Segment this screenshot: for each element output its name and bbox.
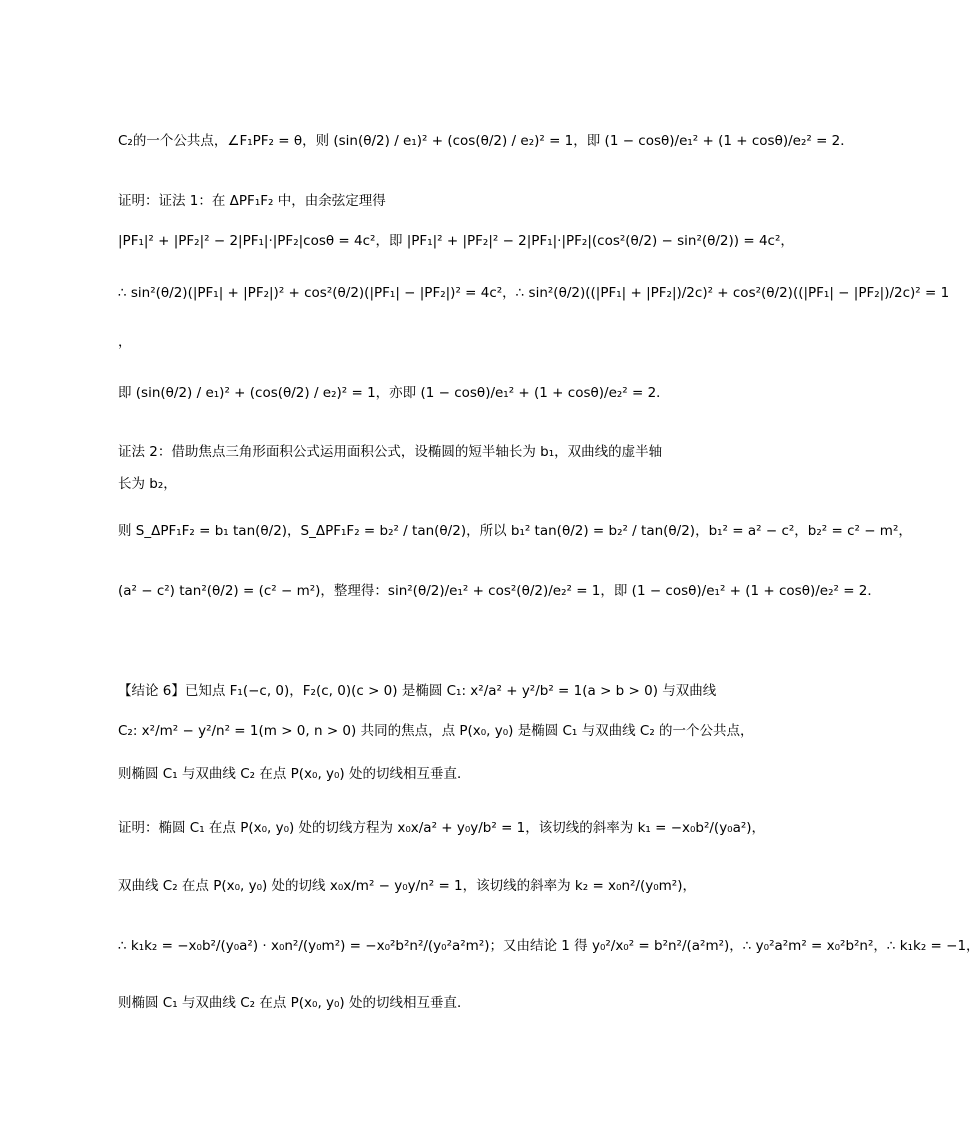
line-conclusion-1: 即 (sin(θ/2) / e₁)² + (cos(θ/2) / e₂)² = 1，亦即 (1 − cosθ)/e₁² + (1 + cosθ)/e₂² = 2． [118, 385, 670, 401]
line-derivation-step: ∴ sin²(θ/2)(|PF₁| + |PF₂|)² + cos²(θ/2)(|PF₁| − |PF₂|)² = 4c²，∴ sin²(θ/2)((|PF₁| + |PF₂|)/2c)² + cos²(θ/2)((|PF₁| − |PF₂|)/2c)² = 1 [118, 285, 950, 301]
line-theorem-6-heading: 【结论 6】已知点 F₁(−c, 0)，F₂(c, 0)(c > 0) 是椭圆 C₁: x²/a² + y²/b² = 1(a > b > 0) 与双曲线 [118, 683, 717, 699]
line-theorem-6-claim: 则椭圆 C₁ 与双曲线 C₂ 在点 P(x₀, y₀) 处的切线相互垂直． [118, 766, 471, 782]
line-ellipse-tangent: 证明：椭圆 C₁ 在点 P(x₀, y₀) 处的切线方程为 x₀x/a² + y₀y/b² = 1，该切线的斜率为 k₁ = −x₀b²/(y₀a²)， [118, 820, 766, 836]
line-conclusion-2: (a² − c²) tan²(θ/2) = (c² − m²)，整理得：sin²(θ/2)/e₁² + cos²(θ/2)/e₂² = 1，即 (1 − cosθ)/e₁² + (1 + cosθ)/e₂² = 2． [118, 583, 881, 599]
line-law-of-cosines: |PF₁|² + |PF₂|² − 2|PF₁|·|PF₂|cosθ = 4c²，即 |PF₁|² + |PF₂|² − 2|PF₁|·|PF₂|(cos²(θ/2) − sin²(θ/2)) = 4c²， [118, 233, 794, 249]
line-proof-method-1: 证明：证法 1：在 ΔPF₁F₂ 中，由余弦定理得 [118, 193, 386, 209]
line-hyperbola-tangent: 双曲线 C₂ 在点 P(x₀, y₀) 处的切线 x₀x/m² − y₀y/n² = 1，该切线的斜率为 k₂ = x₀n²/(y₀m²)， [118, 878, 696, 894]
line-slope-product: ∴ k₁k₂ = −x₀b²/(y₀a²) · x₀n²/(y₀m²) = −x₀²b²n²/(y₀²a²m²)；又由结论 1 得 y₀²/x₀² = b²n²/(a²m²)，∴ y₀²a²m² = x₀²b²n²，∴ k₁k₂ = −1， [118, 938, 980, 954]
line-final-conclusion: 则椭圆 C₁ 与双曲线 C₂ 在点 P(x₀, y₀) 处的切线相互垂直． [118, 995, 471, 1011]
line-theorem-6-hyperbola: C₂: x²/m² − y²/n² = 1(m > 0, n > 0) 共同的焦点，点 P(x₀, y₀) 是椭圆 C₁ 与双曲线 C₂ 的一个公共点， [118, 723, 754, 739]
line-semi-axis: 长为 b₂， [118, 476, 177, 492]
line-proof-method-2: 证法 2：借助焦点三角形面积公式运用面积公式，设椭圆的短半轴长为 b₁，双曲线的虚半轴 [118, 444, 663, 460]
line-area-formula: 则 S_ΔPF₁F₂ = b₁ tan(θ/2)，S_ΔPF₁F₂ = b₂² / tan(θ/2)，所以 b₁² tan(θ/2) = b₂² / tan(θ/2)，b₁² = a² − c²，b₂² = c² − m²， [118, 523, 912, 539]
line-comma: ， [118, 334, 132, 350]
line-common-point-condition: C₂的一个公共点，∠F₁PF₂ = θ，则 (sin(θ/2) / e₁)² + (cos(θ/2) / e₂)² = 1，即 (1 − cosθ)/e₁² + (1 + cosθ)/e₂² = 2． [118, 133, 854, 149]
